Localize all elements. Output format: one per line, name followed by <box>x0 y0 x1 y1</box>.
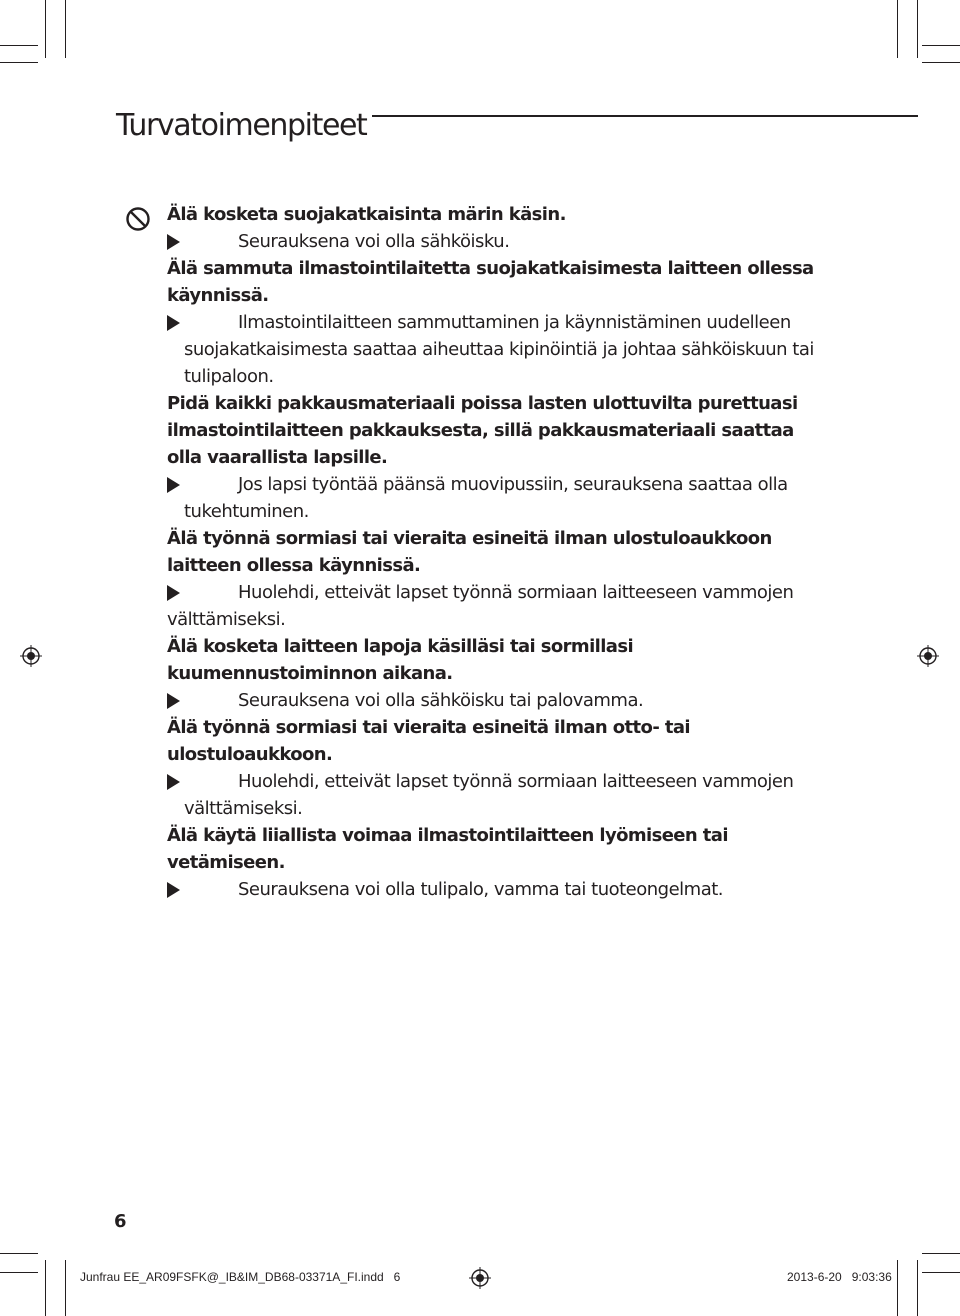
crop-mark <box>45 0 46 58</box>
warning-text: Älä työnnä sormiasi tai vieraita esineitä ilman otto- tai ulostuloaukkoon. <box>167 717 690 765</box>
crop-mark <box>922 62 960 63</box>
warning-text: Älä työnnä sormiasi tai vieraita esineitä ilman ulostuloaukkoon laitteen ollessa käynnissä. <box>167 528 772 576</box>
instruction-item <box>167 633 817 714</box>
consequence-text: Seurauksena voi olla sähköisku tai palovamma. <box>167 687 817 714</box>
warning-text: Älä kosketa laitteen lapoja käsilläsi tai sormillasi kuumennustoiminnon aikana. <box>167 636 634 684</box>
warning-text: Älä käytä liiallista voimaa ilmastointilaitteen lyömiseen tai vetämiseen. <box>167 825 728 873</box>
triangle-bullet-icon <box>167 585 180 601</box>
crop-mark <box>45 1260 46 1316</box>
triangle-bullet-icon <box>167 315 180 331</box>
warning-text: Pidä kaikki pakkausmateriaali poissa lasten ulottuvilta purettuasi ilmastointilaitteen pakkauksesta, sillä pakkausmateriaali saattaa olla vaarallista lapsille. <box>167 393 798 468</box>
crop-mark <box>922 1253 960 1254</box>
instruction-item <box>167 390 817 525</box>
crop-mark <box>0 45 38 46</box>
consequence-text: Seurauksena voi olla sähköisku. <box>167 228 817 255</box>
safety-instructions <box>167 201 817 903</box>
crop-mark <box>917 1260 918 1316</box>
consequence-text: Ilmastointilaitteen sammuttaminen ja käynnistäminen uudelleen suojakatkaisimesta saattaa aiheuttaa kipinöintiä ja johtaa sähköiskuun tai tulipaloon. <box>167 309 817 390</box>
triangle-bullet-icon <box>167 882 180 898</box>
instruction-item <box>167 822 817 903</box>
crop-mark <box>0 1253 38 1254</box>
crop-mark <box>897 1260 898 1316</box>
registration-mark-icon <box>469 1267 491 1289</box>
triangle-bullet-icon <box>167 693 180 709</box>
triangle-bullet-icon <box>167 477 180 493</box>
warning-text: Älä kosketa suojakatkaisinta märin käsin. <box>167 204 566 225</box>
registration-mark-icon <box>917 645 939 667</box>
crop-mark <box>917 0 918 58</box>
title-rule <box>372 115 918 117</box>
consequence-text: Huolehdi, etteivät lapset työnnä sormiaan laitteeseen vammojen välttämiseksi. <box>167 582 794 630</box>
page-title: Turvatoimenpiteet <box>116 108 367 143</box>
footer-timestamp: 2013-6-20 9:03:36 <box>787 1270 892 1284</box>
crop-mark <box>65 0 66 58</box>
crop-mark <box>922 1272 960 1273</box>
instruction-item <box>167 201 817 255</box>
crop-mark <box>897 0 898 58</box>
footer-file-name: Junfrau EE_AR09FSFK@_IB&IM_DB68-03371A_FI.indd 6 <box>80 1270 401 1284</box>
instruction-item <box>167 255 817 390</box>
crop-mark <box>922 45 960 46</box>
consequence-text: Seurauksena voi olla tulipalo, vamma tai tuoteongelmat. <box>167 876 817 903</box>
page-number: 6 <box>114 1211 127 1232</box>
instruction-item <box>167 525 817 633</box>
crop-mark <box>65 1260 66 1316</box>
instruction-item <box>167 714 817 822</box>
crop-mark <box>0 1272 38 1273</box>
consequence-text: Huolehdi, etteivät lapset työnnä sormiaan laitteeseen vammojen välttämiseksi. <box>167 768 817 822</box>
registration-mark-icon <box>20 645 42 667</box>
crop-mark <box>0 62 38 63</box>
warning-text: Älä sammuta ilmastointilaitetta suojakatkaisimesta laitteen ollessa käynnissä. <box>167 258 814 306</box>
prohibition-icon <box>125 206 151 232</box>
triangle-bullet-icon <box>167 234 180 250</box>
consequence-text: Jos lapsi työntää päänsä muovipussiin, seurauksena saattaa olla tukehtuminen. <box>167 471 817 525</box>
triangle-bullet-icon <box>167 774 180 790</box>
